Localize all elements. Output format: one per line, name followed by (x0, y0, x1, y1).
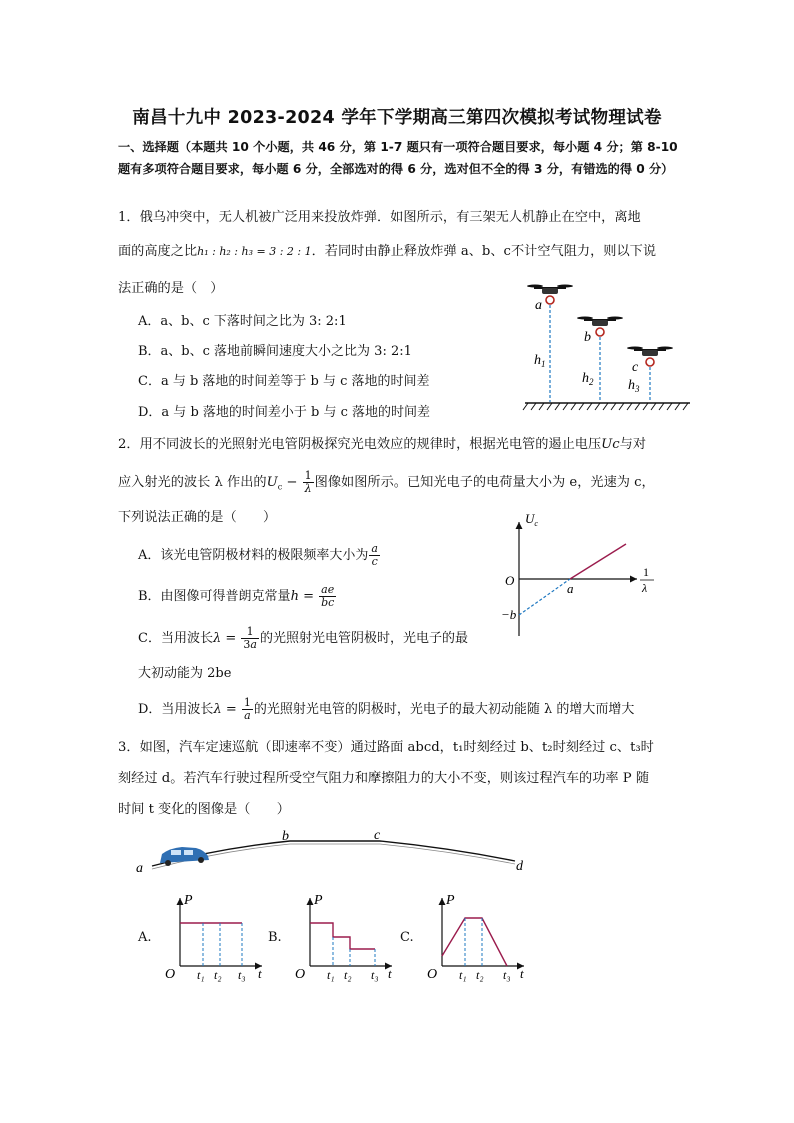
svg-text:t: t (520, 966, 524, 981)
svg-text:t₁: t₁ (197, 968, 205, 982)
q3-line3: 时间 t 变化的图像是（ ） (118, 802, 290, 817)
q3-line2: 刻经过 d。若汽车行驶过程所受空气阻力和摩擦阻力的大小不变，则该过程汽车的功率 P 随 (118, 771, 650, 786)
a-label: a (567, 581, 574, 596)
x-label-num: 1 (643, 565, 649, 579)
q1-option-b[interactable]: B．a、b、c 落地前瞬间速度大小之比为 3: 2:1 (138, 344, 412, 359)
label-c: c (632, 360, 639, 375)
road-label-c: c (374, 828, 381, 843)
q1-line3: 法正确的是（ ） (118, 281, 224, 296)
label-a: a (535, 298, 542, 313)
svg-text:t₃: t₃ (238, 968, 246, 982)
svg-text:O: O (165, 967, 176, 982)
svg-text:O: O (295, 967, 306, 982)
q2-line2: 应入射光的波长 λ 作出的$U_c$ − $\frac{1}{\lambda}$ 图像如图所示。已知光电子的电荷量大小为 e，光速为 c， (118, 469, 655, 495)
q3-line1: 3．如图，汽车定速巡航（即速率不变）通过路面 abcd，t₁时刻经过 b、t₂时刻经过 c、t₃时 (118, 740, 654, 755)
svg-text:P: P (184, 893, 193, 908)
q2-option-d[interactable]: D．当用波长λ = $\frac{1}{a}$ 的光照射光电管的阴极时，光电子的最大初动能随 λ 的增大而增大 (138, 696, 635, 722)
minus-b-label: −b (501, 607, 517, 622)
page-title: 南昌十九中 2023-2024 学年下学期高三第四次模拟考试物理试卷 (132, 108, 662, 128)
drone-a-icon (527, 285, 573, 305)
q1-line1: 1．俄乌冲突中，无人机被广泛用来投放炸弹．如图所示，有三架无人机静止在空中，离地 (118, 210, 641, 225)
svg-text:P: P (314, 893, 323, 908)
height-ratio: h₁ : h₂ : h₃ = 3 : 2 : 1 (197, 245, 312, 258)
section-header: 一、选择题（本题共 10 个小题，共 46 分，第 1-7 题只有一项符合题目要求，每小题 4 分；第 8-10 题有多项符合题目要求，每小题 6 分，全部选对的得 6 分，选对但不全的得 3 分，有错选的得 0 分） (118, 140, 678, 176)
label-h3: $h_3$ (628, 378, 640, 394)
drone-figure (520, 282, 695, 412)
q2-line1: 2．用不同波长的光照射光电管阴极探究光电效应的规律时，根据光电管的遏止电压Uc与对 (118, 437, 647, 452)
q2-option-a[interactable]: A．该光电管阴极材料的极限频率大小为 $\frac{a}{c}$ (138, 542, 378, 568)
q1-line2: 面的高度之比h₁ : h₂ : h₃ = 3 : 2 : 1．若同时由静止释放炸弹 a、b、c不计空气阻力，则以下说 (118, 244, 657, 259)
choice-c-label[interactable]: C. (400, 930, 414, 945)
data-line (570, 544, 626, 579)
x-label-den: λ (642, 581, 648, 595)
graph-b[interactable] (292, 890, 400, 982)
svg-text:t₃: t₃ (503, 968, 511, 982)
svg-text:t₃: t₃ (371, 968, 379, 982)
label-h1: $h_1$ (534, 353, 546, 369)
q1-option-a[interactable]: A．a、b、c 下落时间之比为 3: 2:1 (138, 314, 347, 329)
svg-text:O: O (427, 967, 438, 982)
graph-c[interactable] (424, 890, 532, 982)
q1-option-d[interactable]: D．a 与 b 落地的时间差小于 b 与 c 落地的时间差 (138, 405, 431, 420)
q2-option-b[interactable]: B．由图像可得普朗克常量h = $\frac{ae}{bc}$ (138, 583, 335, 609)
svg-text:t₂: t₂ (344, 968, 352, 982)
label-h2: $h_2$ (582, 371, 594, 387)
label-b: b (584, 330, 591, 345)
origin-label: O (505, 573, 515, 588)
road-label-d: d (516, 859, 523, 874)
svg-text:t₂: t₂ (476, 968, 484, 982)
y-axis-label: $U_c$ (525, 511, 538, 528)
car-icon (160, 847, 209, 866)
graph-a[interactable] (162, 890, 270, 982)
choice-a-label[interactable]: A. (138, 930, 152, 945)
uc-graph (497, 508, 662, 643)
svg-text:P: P (446, 893, 455, 908)
svg-text:t: t (258, 966, 262, 981)
q1-option-c[interactable]: C．a 与 b 落地的时间差等于 b 与 c 落地的时间差 (138, 374, 430, 389)
svg-text:t: t (388, 966, 392, 981)
extrapolated-line (519, 579, 570, 615)
q2-line3: 下列说法正确的是（ ） (118, 510, 277, 525)
q2-option-c-line2: 大初动能为 2be (138, 666, 232, 681)
choice-b-label[interactable]: B. (268, 930, 282, 945)
svg-text:t₁: t₁ (459, 968, 467, 982)
svg-text:t₁: t₁ (327, 968, 335, 982)
road-label-b: b (282, 829, 289, 844)
ground-hatch (523, 403, 688, 410)
q2-option-c[interactable]: C．当用波长λ = $\frac{1}{3a}$ 的光照射光电管阴极时，光电子的最 (138, 625, 468, 651)
road-figure (130, 826, 540, 876)
road-label-a: a (136, 861, 143, 876)
svg-text:t₂: t₂ (214, 968, 222, 982)
